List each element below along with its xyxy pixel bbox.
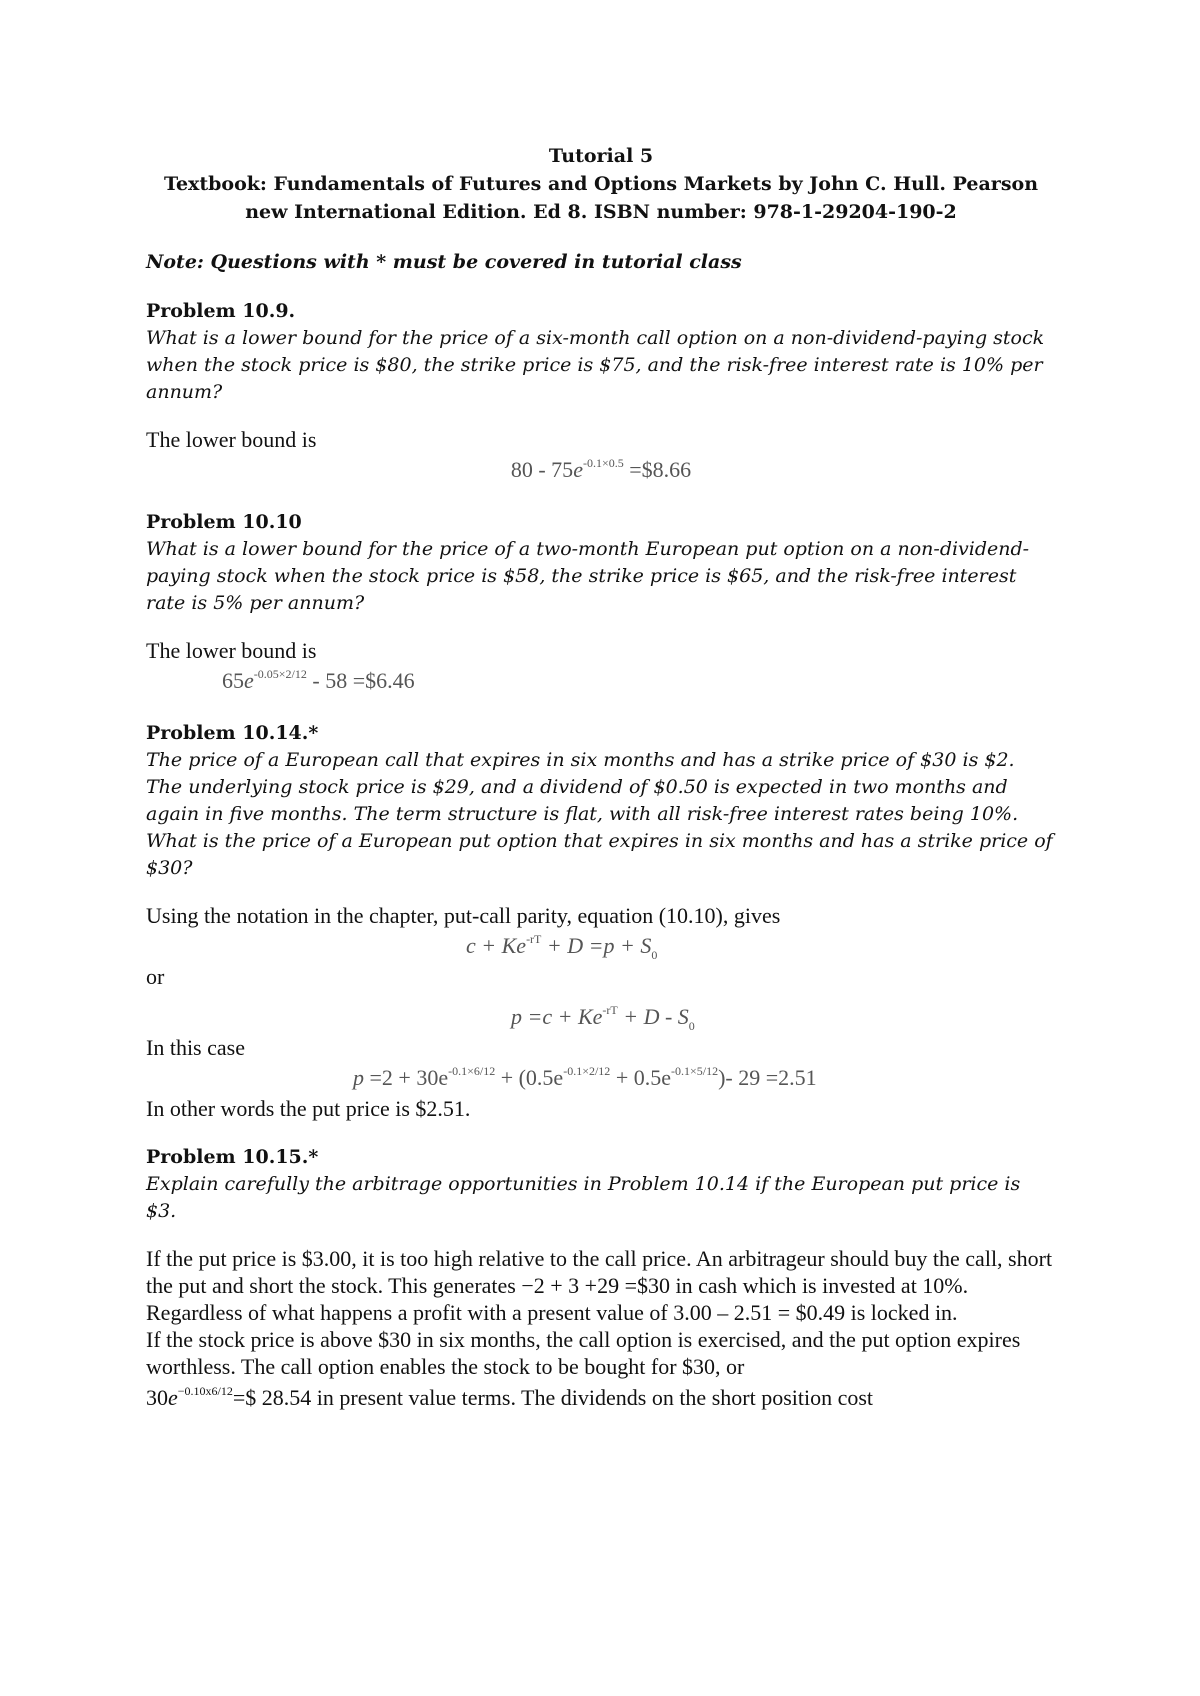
problem-title: Problem 10.9. bbox=[146, 300, 296, 322]
answer-text: In this case bbox=[146, 1035, 245, 1060]
answer-intro: The lower bound is bbox=[146, 427, 317, 452]
problem-10-14 bbox=[146, 720, 1056, 1122]
answer-intro: The lower bound is bbox=[146, 638, 317, 663]
problem-title: Problem 10.15.* bbox=[146, 1146, 319, 1168]
put-call-parity-equation: $c + Ke^{-rT} + D =p + S_0$ bbox=[466, 932, 658, 962]
lower-bound-formula: $80 - 75e^{-0.1\times 0.5}$ =$8.66 bbox=[510, 456, 692, 482]
problem-10-15 bbox=[146, 1144, 1056, 1411]
put-price-equation: $p =c + Ke^{-rT} + D - S_0$ bbox=[511, 1003, 695, 1033]
problem-10-9 bbox=[146, 298, 1056, 487]
present-value-equation: $30e^{-0.10x6/12}=\$$ 28.54 bbox=[146, 1384, 312, 1410]
textbook-line: Textbook: Fundamentals of Futures and Options Markets by John C. Hull. Pearson bbox=[163, 173, 1039, 195]
document-header bbox=[146, 142, 1056, 226]
problem-question: The price of a European call that expires in six months and has a strike price of $30 is $2. The underlying stock price is $29, and a dividend of $0.50 is expected in two months and again in five months. The term structure is flat, with all risk-free interest rates being 10%. What is the price of a European put option that expires in six months and has a strike price of $30? bbox=[146, 749, 1053, 879]
problem-question: What is a lower bound for the price of a two-month European put option on a non-dividend-paying stock when the stock price is $58, the strike price is $65, and the risk-free interest rate is 5% per annum? bbox=[146, 538, 1030, 614]
problem-title: Problem 10.14.* bbox=[146, 722, 319, 744]
tutorial-note: Note: Questions with * must be covered in tutorial class bbox=[146, 251, 742, 273]
answer-paragraph: If the stock price is above $30 in six months, the call option is exercised, and the put option expires worthless. The call option enables the stock to be bought for $30, or bbox=[146, 1327, 1021, 1379]
problem-10-10 bbox=[146, 509, 1056, 698]
answer-text: In other words the put price is $2.51. bbox=[146, 1096, 471, 1121]
answer-text: or bbox=[146, 964, 165, 989]
problem-title: Problem 10.10 bbox=[146, 511, 302, 533]
problem-question: What is a lower bound for the price of a six-month call option on a non-dividend-paying stock when the stock price is $80, the strike price is $75, and the risk-free interest rate is 10% per annum? bbox=[146, 327, 1045, 403]
problem-question: Explain carefully the arbitrage opportunities in Problem 10.14 if the European put price is $3. bbox=[146, 1173, 1021, 1222]
tutorial-title: Tutorial 5 bbox=[548, 145, 654, 167]
edition-line: new International Edition. Ed 8. ISBN number: 978-1-29204-190-2 bbox=[245, 201, 957, 223]
document-page bbox=[146, 142, 1056, 1411]
answer-paragraph-end: $30e^{-0.10x6/12}=\$$ 28.54 in present value terms. The dividends on the short position cost bbox=[146, 1384, 874, 1410]
answer-paragraph: If the put price is $3.00, it is too high relative to the call price. An arbitrageur should buy the call, short the put and short the stock. This generates −2 + 3 +29 =$30 in cash which is invested at 10%. Regardless of what happens a profit with a present value of 3.00 – 2.51 = $0.49 is locked in. bbox=[146, 1246, 1053, 1325]
answer-text: Using the notation in the chapter, put-call parity, equation (10.10), gives bbox=[146, 903, 781, 928]
put-price-calculation: $p =2 + 30e^{-0.1\times 6/12} + (0.5e^{-0.1\times 2/12} + 0.5e^{-0.1\times 5/12})-$ 29 =2.51 bbox=[353, 1064, 817, 1090]
lower-bound-formula: $65e^{-0.05\times 2/12} - 58$ =$6.46 bbox=[222, 667, 415, 693]
